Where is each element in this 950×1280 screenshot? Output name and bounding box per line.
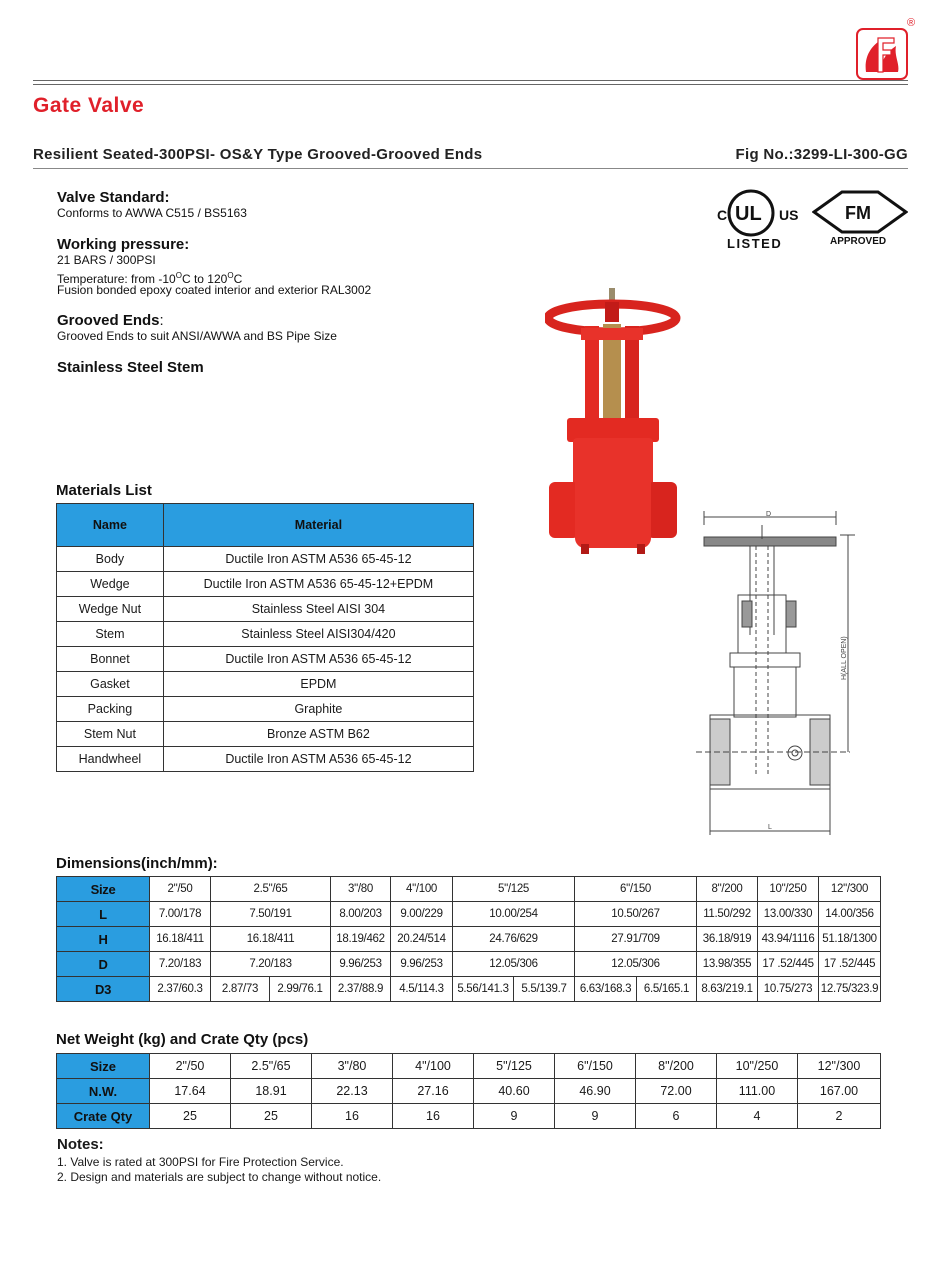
size-cell: 2"/50 — [150, 1054, 231, 1079]
header-rule — [33, 80, 908, 81]
part-material: Graphite — [163, 697, 473, 722]
part-material: Ductile Iron ASTM A536 65-45-12 — [163, 647, 473, 672]
svg-text:LISTED: LISTED — [727, 236, 783, 251]
svg-text:H(ALL OPEN): H(ALL OPEN) — [841, 636, 848, 680]
size-cell: 6"/150 — [575, 877, 697, 902]
size-cell: 10"/250 — [717, 1054, 798, 1079]
table-row — [57, 622, 474, 647]
part-name: Body — [57, 547, 164, 572]
registered-mark: ® — [907, 17, 916, 29]
L-cell: 9.00/229 — [391, 902, 453, 927]
svg-text:APPROVED: APPROVED — [830, 236, 887, 246]
row-label-D3: D3 — [57, 977, 150, 1002]
dimensions-L-row — [57, 902, 881, 927]
D3-cell: 12.75/323.9 — [819, 977, 881, 1002]
nw-cell: 18.91 — [231, 1079, 312, 1104]
row-label-size: Size — [57, 1054, 150, 1079]
part-name: Stem — [57, 622, 164, 647]
part-material: Stainless Steel AISI304/420 — [163, 622, 473, 647]
L-cell: 13.00/330 — [758, 902, 819, 927]
D3-cell: 5.56/141.3 — [453, 977, 514, 1002]
row-label-size: Size — [57, 877, 150, 902]
table-row — [57, 647, 474, 672]
coating-text: Fusion bonded epoxy coated interior and exterior RAL3002 — [57, 283, 372, 297]
L-cell: 10.00/254 — [453, 902, 575, 927]
part-name: Handwheel — [57, 747, 164, 772]
L-cell: 8.00/203 — [331, 902, 391, 927]
part-material: Stainless Steel AISI 304 — [163, 597, 473, 622]
D3-cell: 2.87/73 — [211, 977, 270, 1002]
D3-cell: 10.75/273 — [758, 977, 819, 1002]
nw-cell: 72.00 — [636, 1079, 717, 1104]
valve-standard-heading: Valve Standard: — [57, 189, 170, 206]
svg-text:FM: FM — [845, 203, 871, 223]
L-cell: 14.00/356 — [819, 902, 881, 927]
D3-cell: 2.37/88.9 — [331, 977, 391, 1002]
size-cell: 2"/50 — [150, 877, 211, 902]
company-logo — [856, 28, 908, 80]
H-cell: 16.18/411 — [211, 927, 331, 952]
temperature-text: Temperature: from $-10^OC$ to $120^OC$ — [57, 271, 243, 286]
notes-title: Notes: — [57, 1136, 104, 1153]
L-cell: 10.50/267 — [575, 902, 697, 927]
dimensions-size-row — [57, 877, 881, 902]
table-row — [57, 597, 474, 622]
D3-cell: 2.99/76.1 — [270, 977, 331, 1002]
nw-cell: 46.90 — [555, 1079, 636, 1104]
note-item: 1. Valve is rated at 300PSI for Fire Protection Service. — [57, 1155, 344, 1169]
table-row — [57, 547, 474, 572]
size-cell: 2.5"/65 — [231, 1054, 312, 1079]
svg-text:US: US — [779, 207, 799, 223]
nw-cell: 167.00 — [798, 1079, 881, 1104]
H-cell: 18.19/462 — [331, 927, 391, 952]
H-cell: 43.94/1116 — [758, 927, 819, 952]
valve-photo — [545, 288, 685, 558]
H-cell: 36.18/919 — [697, 927, 758, 952]
dimensions-title: Dimensions(inch/mm): — [56, 855, 218, 872]
part-name: Wedge Nut — [57, 597, 164, 622]
table-row — [57, 672, 474, 697]
D-cell: 17 .52/445 — [819, 952, 881, 977]
D-cell: 9.96/253 — [331, 952, 391, 977]
size-cell: 12"/300 — [819, 877, 881, 902]
stainless-stem-heading: Stainless Steel Stem — [57, 359, 204, 376]
D-cell: 13.98/355 — [697, 952, 758, 977]
crate-cell: 25 — [231, 1104, 312, 1129]
part-material: Ductile Iron ASTM A536 65-45-12 — [163, 547, 473, 572]
L-cell: 7.50/191 — [211, 902, 331, 927]
D3-cell: 6.63/168.3 — [575, 977, 637, 1002]
valve-standard-text: Conforms to AWWA C515 / BS5163 — [57, 206, 247, 220]
H-cell: 20.24/514 — [391, 927, 453, 952]
working-pressure-text: 21 BARS / 300PSI — [57, 253, 156, 267]
part-material: Ductile Iron ASTM A536 65-45-12 — [163, 747, 473, 772]
svg-text:C: C — [717, 207, 728, 223]
dimensions-table — [56, 876, 881, 1002]
svg-text:L: L — [768, 824, 772, 831]
L-cell: 11.50/292 — [697, 902, 758, 927]
L-cell: 7.00/178 — [150, 902, 211, 927]
nw-cell: 40.60 — [474, 1079, 555, 1104]
crate-cell: 4 — [717, 1104, 798, 1129]
svg-text:D: D — [766, 511, 772, 518]
row-label-L: L — [57, 902, 150, 927]
size-cell: 3"/80 — [331, 877, 391, 902]
size-cell: 4"/100 — [391, 877, 453, 902]
fm-approved-logo — [812, 186, 908, 246]
weights-nw-row — [57, 1079, 881, 1104]
weights-size-row — [57, 1054, 881, 1079]
table-row — [57, 572, 474, 597]
weights-crate-row — [57, 1104, 881, 1129]
D-cell: 9.96/253 — [391, 952, 453, 977]
materials-list-title: Materials List — [56, 482, 152, 499]
crate-cell: 16 — [312, 1104, 393, 1129]
size-cell: 6"/150 — [555, 1054, 636, 1079]
D-cell: 7.20/183 — [150, 952, 211, 977]
part-name: Stem Nut — [57, 722, 164, 747]
size-cell: 2.5"/65 — [211, 877, 331, 902]
dimension-drawing — [690, 505, 860, 835]
D-cell: 7.20/183 — [211, 952, 331, 977]
weights-table — [56, 1053, 881, 1129]
H-cell: 24.76/629 — [453, 927, 575, 952]
dimensions-D3-row — [57, 977, 881, 1002]
part-name: Bonnet — [57, 647, 164, 672]
size-cell: 8"/200 — [697, 877, 758, 902]
crate-cell: 16 — [393, 1104, 474, 1129]
size-cell: 10"/250 — [758, 877, 819, 902]
D3-cell: 4.5/114.3 — [391, 977, 453, 1002]
part-material: Ductile Iron ASTM A536 65-45-12+EPDM — [163, 572, 473, 597]
materials-table — [56, 503, 474, 772]
H-cell: 16.18/411 — [150, 927, 211, 952]
crate-cell: 6 — [636, 1104, 717, 1129]
D3-cell: 2.37/60.3 — [150, 977, 211, 1002]
row-label-H: H — [57, 927, 150, 952]
subtitle-rule — [33, 168, 908, 169]
grooved-ends-heading: Grooved Ends: — [57, 312, 164, 329]
materials-header-name: Name — [57, 504, 164, 547]
size-cell: 5"/125 — [453, 877, 575, 902]
part-material: EPDM — [163, 672, 473, 697]
note-item: 2. Design and materials are subject to change without notice. — [57, 1170, 382, 1184]
header-rule-2 — [33, 84, 908, 85]
nw-cell: 27.16 — [393, 1079, 474, 1104]
part-name: Gasket — [57, 672, 164, 697]
nw-cell: 111.00 — [717, 1079, 798, 1104]
weights-title: Net Weight (kg) and Crate Qty (pcs) — [56, 1031, 309, 1048]
size-cell: 8"/200 — [636, 1054, 717, 1079]
crate-cell: 25 — [150, 1104, 231, 1129]
D-cell: 12.05/306 — [453, 952, 575, 977]
size-cell: 5"/125 — [474, 1054, 555, 1079]
H-cell: 27.91/709 — [575, 927, 697, 952]
dimensions-H-row — [57, 927, 881, 952]
size-cell: 12"/300 — [798, 1054, 881, 1079]
grooved-ends-text: Grooved Ends to suit ANSI/AWWA and BS Pipe Size — [57, 329, 337, 343]
table-row — [57, 747, 474, 772]
materials-header-row — [57, 504, 474, 547]
dimensions-D-row — [57, 952, 881, 977]
table-row — [57, 722, 474, 747]
figure-number: Fig No.:3299-LI-300-GG — [735, 146, 908, 163]
crate-cell: 2 — [798, 1104, 881, 1129]
svg-text:UL: UL — [735, 203, 762, 225]
nw-cell: 17.64 — [150, 1079, 231, 1104]
part-material: Bronze ASTM B62 — [163, 722, 473, 747]
D-cell: 17 .52/445 — [758, 952, 819, 977]
D3-cell: 5.5/139.7 — [514, 977, 575, 1002]
materials-header-material: Material — [163, 504, 473, 547]
D-cell: 12.05/306 — [575, 952, 697, 977]
page-title: Gate Valve — [33, 94, 145, 117]
notes-list — [57, 1155, 381, 1185]
part-name: Packing — [57, 697, 164, 722]
row-label-D: D — [57, 952, 150, 977]
row-label-crate: Crate Qty — [57, 1104, 150, 1129]
working-pressure-heading: Working pressure: — [57, 236, 190, 253]
nw-cell: 22.13 — [312, 1079, 393, 1104]
crate-cell: 9 — [474, 1104, 555, 1129]
D3-cell: 8.63/219.1 — [697, 977, 758, 1002]
crate-cell: 9 — [555, 1104, 636, 1129]
part-name: Wedge — [57, 572, 164, 597]
product-subtitle: Resilient Seated-300PSI- OS&Y Type Grooved-Grooved Ends — [33, 146, 483, 163]
D3-cell: 6.5/165.1 — [637, 977, 697, 1002]
table-row — [57, 697, 474, 722]
H-cell: 51.18/1300 — [819, 927, 881, 952]
size-cell: 4"/100 — [393, 1054, 474, 1079]
size-cell: 3"/80 — [312, 1054, 393, 1079]
row-label-nw: N.W. — [57, 1079, 150, 1104]
ul-listed-logo — [711, 182, 803, 252]
